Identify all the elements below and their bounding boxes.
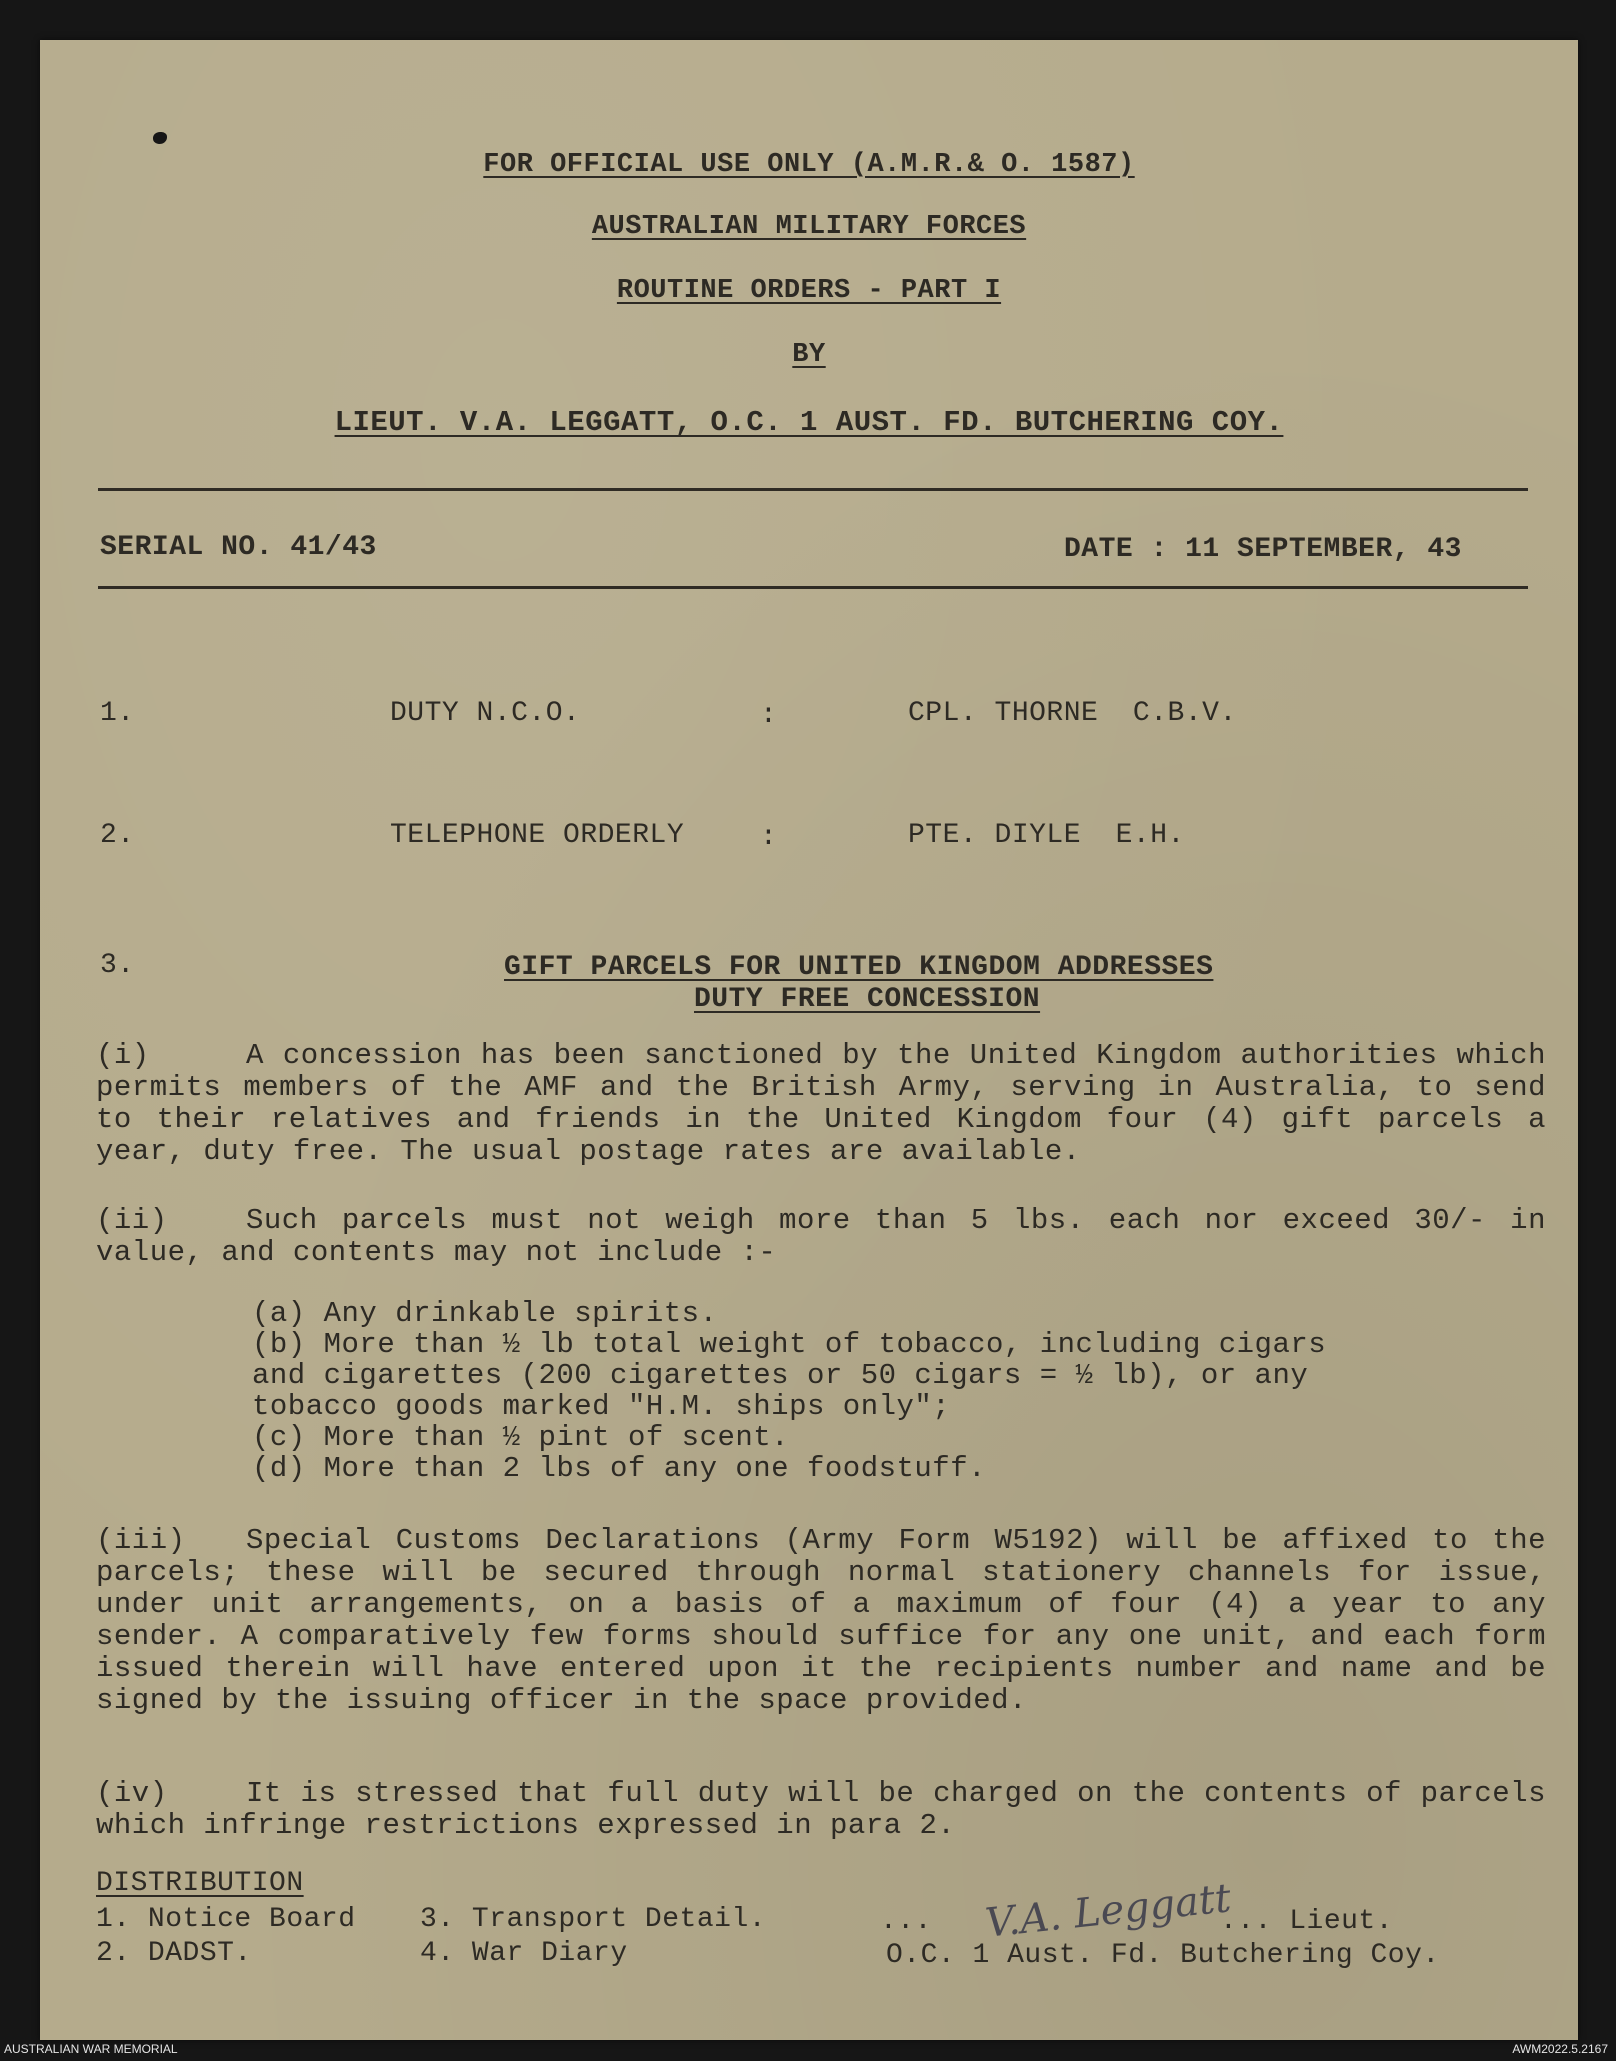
distribution-item: 4. War Diary — [420, 1938, 628, 1969]
distribution-heading: DISTRIBUTION — [96, 1868, 304, 1899]
divider-bottom — [98, 586, 1528, 589]
item-3-number: 3. — [100, 950, 135, 981]
restrictions-list — [252, 1298, 1502, 1484]
distribution-item: 3. Transport Detail. — [420, 1904, 767, 1935]
list-item: (d) More than 2 lbs of any one foodstuff. — [252, 1452, 987, 1485]
item-1-label: DUTY N.C.O. — [390, 698, 581, 729]
header-issuer: LIEUT. V.A. LEGGATT, O.C. 1 AUST. FD. BUTCHERING COY. — [334, 406, 1284, 439]
list-item: (a) Any drinkable spirits. — [252, 1297, 718, 1330]
item-1-number: 1. — [100, 698, 135, 729]
item-2-value: PTE. DIYLE E.H. — [908, 820, 1185, 851]
header-by: BY — [792, 340, 826, 370]
list-item: (c) More than ½ pint of scent. — [252, 1421, 790, 1454]
paragraph-iv-text: It is stressed that full duty will be charged on the contents of parcels which infringe restrictions expressed in para 2. — [96, 1777, 1546, 1842]
order-date: DATE : 11 SEPTEMBER, 43 — [1064, 534, 1462, 565]
handwritten-signature: V.A. Leggatt — [983, 1875, 1234, 1947]
item-1-separator: : — [760, 700, 778, 731]
header-routine-orders: ROUTINE ORDERS - PART I — [616, 276, 1002, 306]
paragraph-iii-label: (iii) — [96, 1524, 186, 1557]
distribution-item: 1. Notice Board — [96, 1904, 356, 1935]
paragraph-ii-label: (ii) — [96, 1204, 168, 1237]
distribution-item: 2. DADST. — [96, 1938, 252, 1969]
footer-accession-number: AWM2022.5.2167 — [1512, 2042, 1608, 2056]
item-1-value: CPL. THORNE C.B.V. — [908, 698, 1237, 729]
list-item: tobacco goods marked "H.M. ships only"; — [252, 1390, 951, 1423]
list-item: (b) More than ½ lb total weight of tobacco, including cigars — [252, 1328, 1327, 1361]
divider-top — [98, 488, 1528, 491]
signature-title: O.C. 1 Aust. Fd. Butchering Coy. — [886, 1940, 1440, 1971]
punch-hole — [153, 132, 167, 144]
paragraph-ii-text: Such parcels must not weigh more than 5 lbs. each nor exceed 30/- in value, and contents may not include :- — [96, 1204, 1546, 1269]
paragraph-iii — [96, 1525, 1546, 1717]
item-2-separator: : — [760, 822, 778, 853]
serial-number: SERIAL NO. 41/43 — [100, 532, 377, 563]
paragraph-i-label: (i) — [96, 1039, 150, 1072]
header-classification: FOR OFFICIAL USE ONLY (A.M.R.& O. 1587) — [483, 150, 1135, 180]
list-item: and cigarettes (200 cigarettes or 50 cigars = ½ lb), or any — [252, 1359, 1309, 1392]
item-2-number: 2. — [100, 820, 135, 851]
document-page — [40, 40, 1578, 2040]
section-subtitle: DUTY FREE CONCESSION — [694, 984, 1041, 1015]
paragraph-i — [96, 1040, 1546, 1168]
section-title: GIFT PARCELS FOR UNITED KINGDOM ADDRESSES — [504, 952, 1214, 983]
signature-dots-left: ... — [880, 1906, 932, 1937]
signature-rank: ... Lieut. — [1220, 1906, 1394, 1937]
paragraph-i-text: A concession has been sanctioned by the United Kingdom authorities which permits members of the AMF and the British Army, serving in Australia, to send to their relatives and friends in the United Kingdom four (4) gift parcels a year, duty free. The usual postage rates are available. — [96, 1039, 1546, 1168]
item-2-label: TELEPHONE ORDERLY — [390, 820, 685, 851]
paragraph-iv — [96, 1778, 1546, 1842]
paragraph-iv-label: (iv) — [96, 1777, 168, 1810]
paragraph-iii-text: Special Customs Declarations (Army Form W5192) will be affixed to the parcels; these will be secured through normal stationery channels for issue, under unit arrangements, on a basis of a maximum of four (4) a year to any sender. A comparatively few forms should suffice for any one unit, and each form issued therein will have entered upon it the recipients number and name and be signed by the issuing officer in the space provided. — [96, 1524, 1546, 1717]
header-forces: AUSTRALIAN MILITARY FORCES — [591, 212, 1027, 242]
footer-institution: AUSTRALIAN WAR MEMORIAL — [4, 2042, 178, 2056]
paragraph-ii — [96, 1205, 1546, 1269]
